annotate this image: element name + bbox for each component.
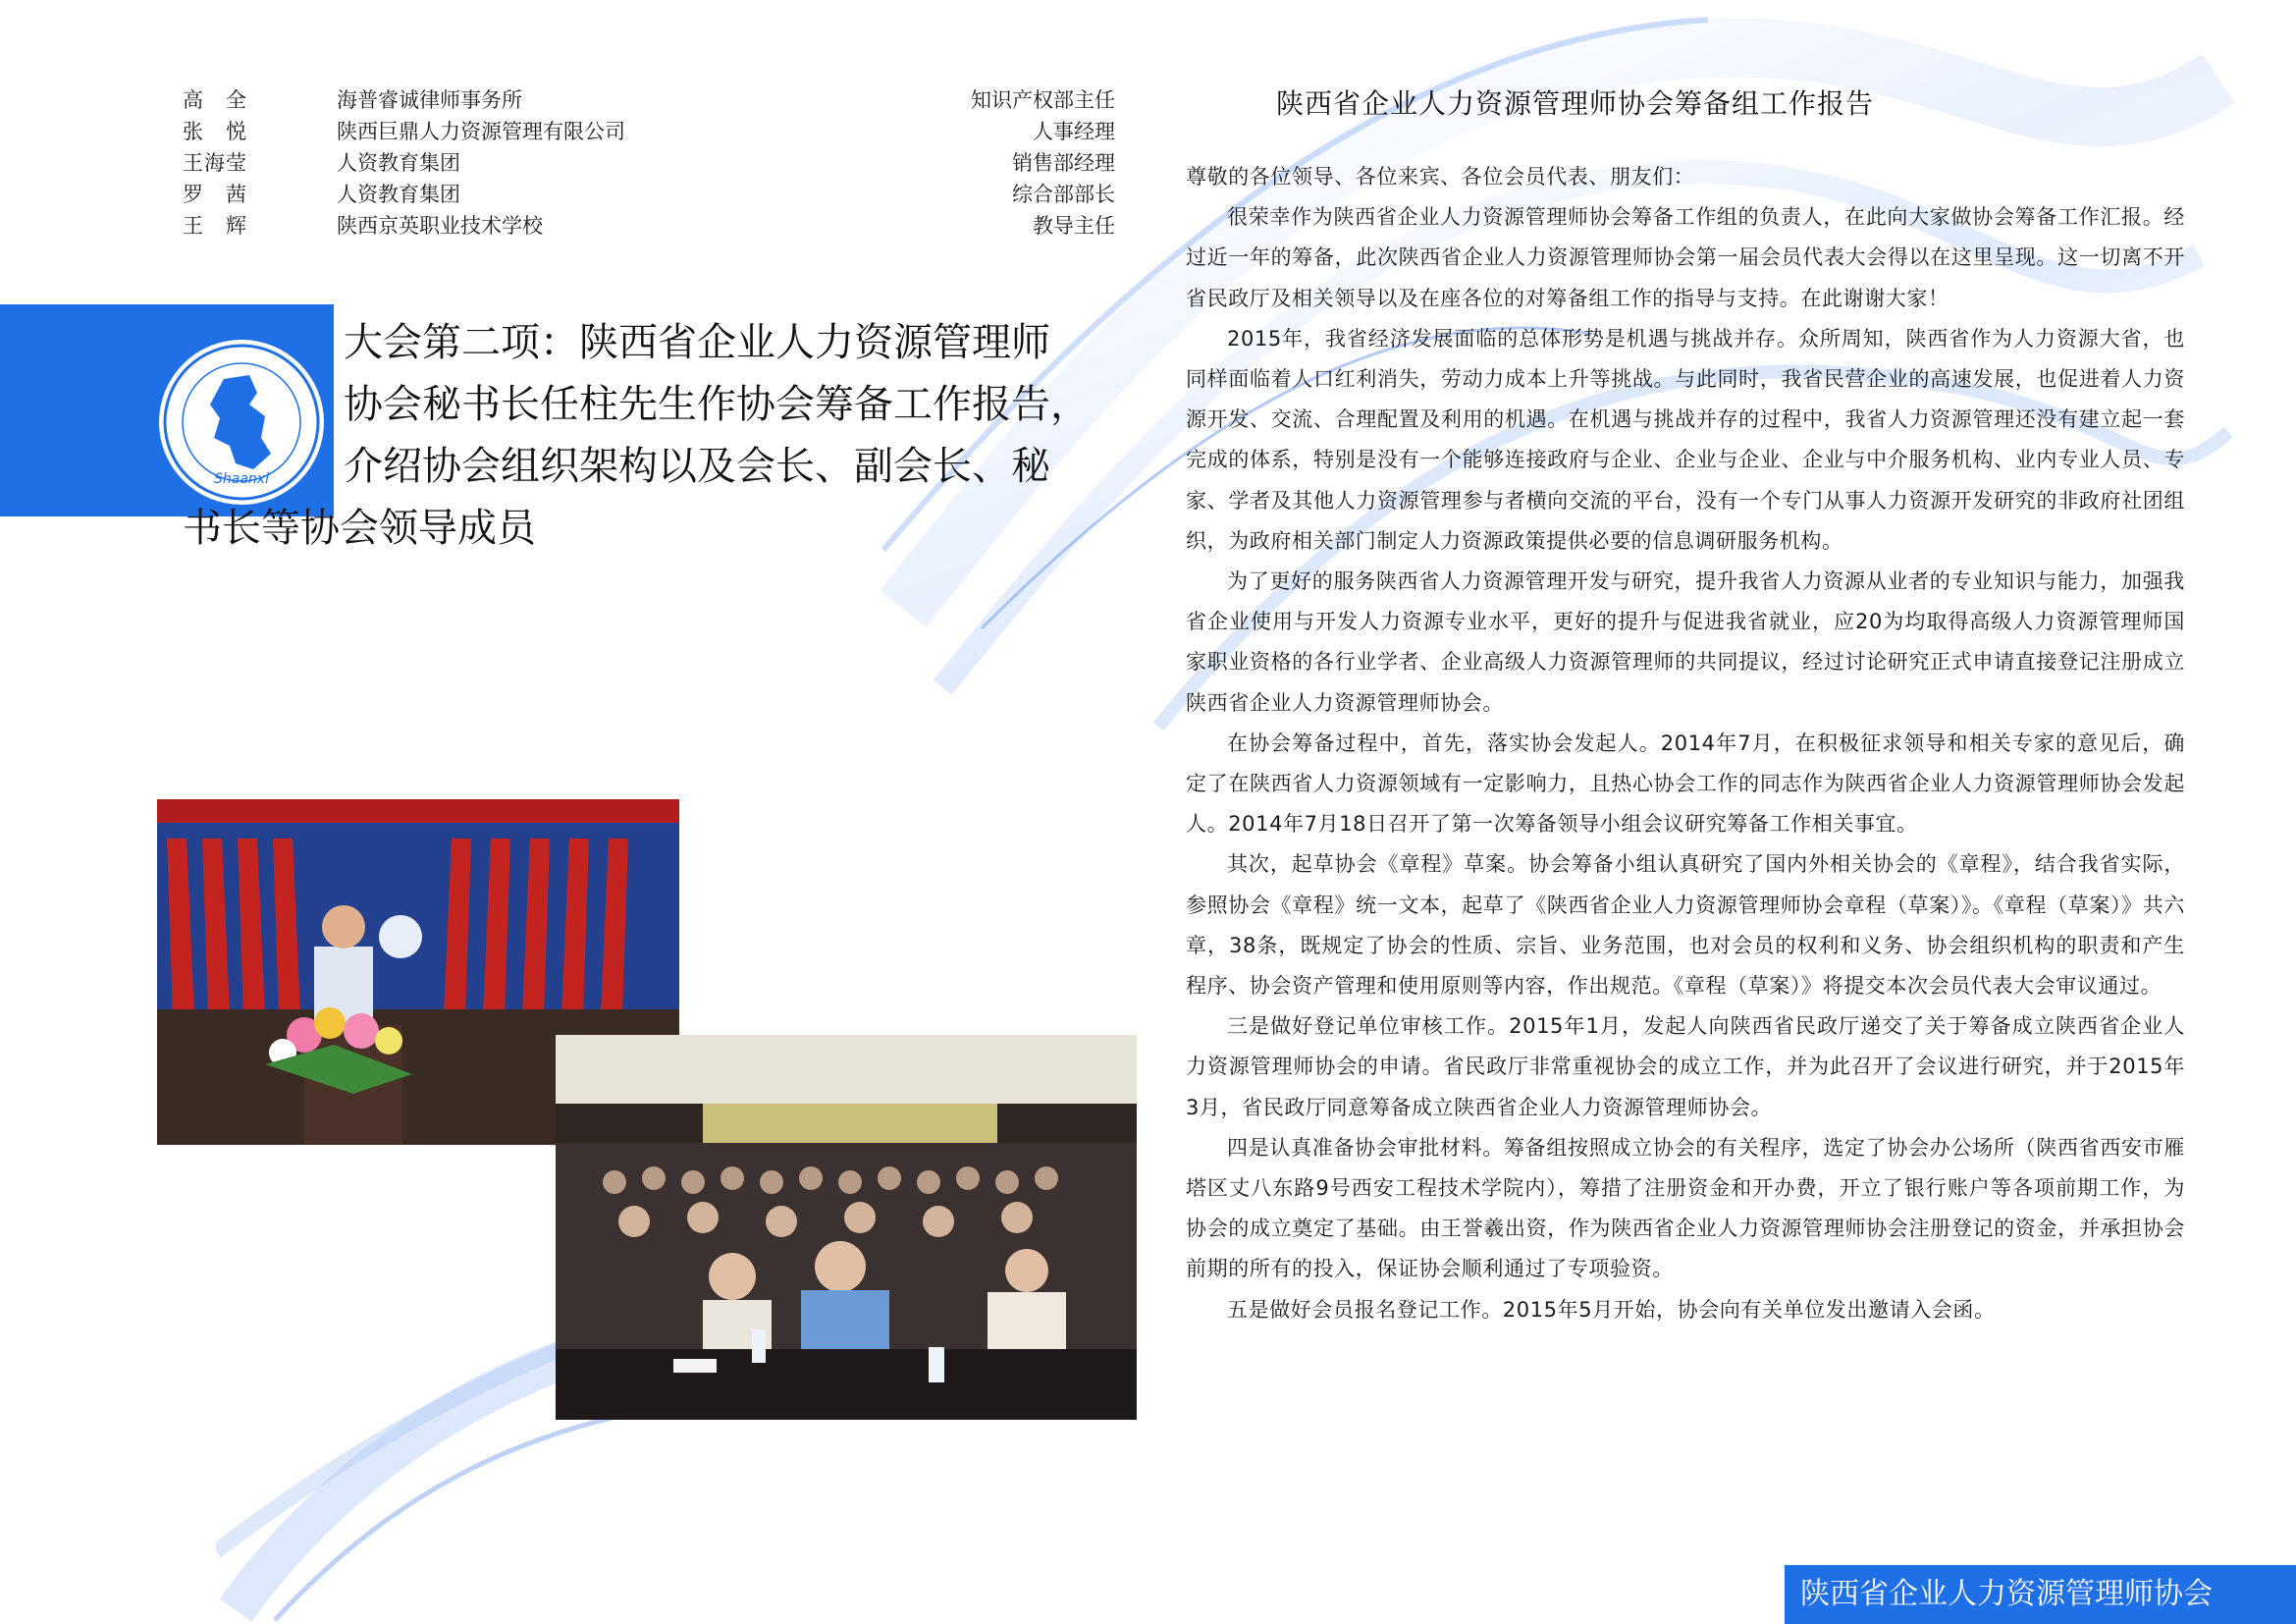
member-title: 综合部部长 [1012, 183, 1115, 206]
member-row [183, 116, 1115, 147]
member-title: 销售部经理 [1012, 151, 1115, 175]
member-org: 人资教育集团 [337, 183, 460, 206]
agenda-line: 协会秘书长任柱先生作协会筹备工作报告， [344, 382, 1090, 427]
member-name: 王 辉 [183, 214, 247, 238]
report-paragraph: 三是做好登记单位审核工作。2015年1月，发起人向陕西省民政厅递交了关于筹备成立陕西省企业人力资源管理师协会的申请。省民政厅非常重视协会的成立工作，并为此召开了会议进行研究，并于2015年3月，省民政厅同意筹备成立陕西省企业人力资源管理师协会。 [1186, 1014, 2185, 1119]
report-paragraph: 其次，起草协会《章程》草案。协会筹备小组认真研究了国内外相关协会的《章程》，结合我省实际，参照协会《章程》统一文本，起草了《陕西省企业人力资源管理师协会章程（草案）》。《章程（草案）》共六章，38条，既规定了协会的性质、宗旨、业务范围，也对会员的权利和义务、协会组织机构的职责和产生程序、协会资产管理和使用原则等内容，作出规范。《章程（草案）》将提交本次会员代表大会审议通过。 [1186, 852, 2185, 999]
report-paragraph: 四是认真准备协会审批材料。筹备组按照成立协会的有关程序，选定了协会办公场所（陕西省西安市雁塔区丈八东路9号西安工程技术学院内），筹措了注册资金和开办费，开立了银行账户等各项前期工作，为协会的成立奠定了基础。由王誉羲出资，作为陕西省企业人力资源管理师协会注册登记的资金，并承担协会前期的所有的投入，保证协会顺利通过了专项验资。 [1186, 1135, 2185, 1281]
report-paragraph: 五是做好会员报名登记工作。2015年5月开始，协会向有关单位发出邀请入会函。 [1227, 1297, 1996, 1322]
logo-text: Shaanxi [214, 471, 269, 487]
report-paragraph: 为了更好的服务陕西省人力资源管理开发与研究，提升我省人力资源从业者的专业知识与能力，加强我省企业使用与开发人力资源专业水平，更好的提升与促进我省就业，应20为均取得高级人力资源管理师国家职业资格的各行业学者、企业高级人力资源管理师的共同提议，经过讨论研究正式申请直接登记注册成立陕西省企业人力资源管理师协会。 [1186, 569, 2185, 715]
member-name: 王海莹 [183, 151, 247, 175]
report-paragraph: 在协会筹备过程中，首先，落实协会发起人。2014年7月，在积极征求领导和相关专家的意见后，确定了在陕西省人力资源领域有一定影响力，且热心协会工作的同志作为陕西省企业人力资源管理师协会发起人。2014年7月18日召开了第一次筹备领导小组会议研究筹备工作相关事宜。 [1186, 731, 2185, 837]
member-org: 人资教育集团 [337, 151, 460, 175]
member-org: 陕西巨鼎人力资源管理有限公司 [337, 120, 625, 143]
agenda-line: 书长等协会领导成员 [183, 506, 536, 551]
report-paragraph: 2015年，我省经济发展面临的总体形势是机遇与挑战并存。众所周知，陕西省作为人力资源大省，也同样面临着人口红利消失，劳动力成本上升等挑战。与此同时，我省民营企业的高速发展，也促进着人力资源开发、交流、合理配置及利用的机遇。在机遇与挑战并存的过程中，我省人力资源管理还没有建立起一套完成的体系，特别是没有一个能够连接政府与企业、企业与企业、企业与中介服务机构、业内专业人员、专家、学者及其他人力资源管理参与者横向交流的平台，没有一个专门从事人力资源开发研究的非政府社团组织，为政府相关部门制定人力资源政策提供必要的信息调研服务机构。 [1186, 326, 2185, 553]
member-title: 人事经理 [1033, 120, 1115, 143]
members-list [183, 84, 1115, 242]
member-row [183, 210, 1115, 242]
member-row [183, 84, 1115, 116]
agenda-heading [183, 312, 1105, 560]
audience-photo [556, 1035, 1137, 1420]
footer-association-name: 陕西省企业人力资源管理师协会 [1800, 1577, 2213, 1611]
member-title: 知识产权部主任 [971, 88, 1115, 112]
agenda-line: 大会第二项：陕西省企业人力资源管理师 [344, 320, 1050, 365]
member-row [183, 179, 1115, 210]
report-salutation: 尊敬的各位领导、各位来宾、各位会员代表、朋友们： [1186, 165, 1695, 189]
agenda-line: 介绍协会组织架构以及会长、副会长、秘 [344, 444, 1050, 489]
report-body [1186, 157, 2185, 1330]
report-title: 陕西省企业人力资源管理师协会筹备组工作报告 [1276, 87, 1875, 120]
member-name: 张 悦 [183, 120, 247, 143]
report-paragraph: 很荣幸作为陕西省企业人力资源管理师协会筹备工作组的负责人，在此向大家做协会筹备工作汇报。经过近一年的筹备，此次陕西省企业人力资源管理师协会第一届会员代表大会得以在这里呈现。这一切离不开省民政厅及相关领导以及在座各位的对筹备组工作的指导与支持。在此谢谢大家！ [1186, 205, 2185, 310]
member-name: 罗 茜 [183, 183, 247, 206]
member-name: 高 全 [183, 88, 247, 112]
member-title: 教导主任 [1033, 214, 1115, 238]
member-org: 陕西京英职业技术学校 [337, 214, 543, 238]
member-org: 海普睿诚律师事务所 [337, 88, 522, 112]
member-row [183, 147, 1115, 179]
